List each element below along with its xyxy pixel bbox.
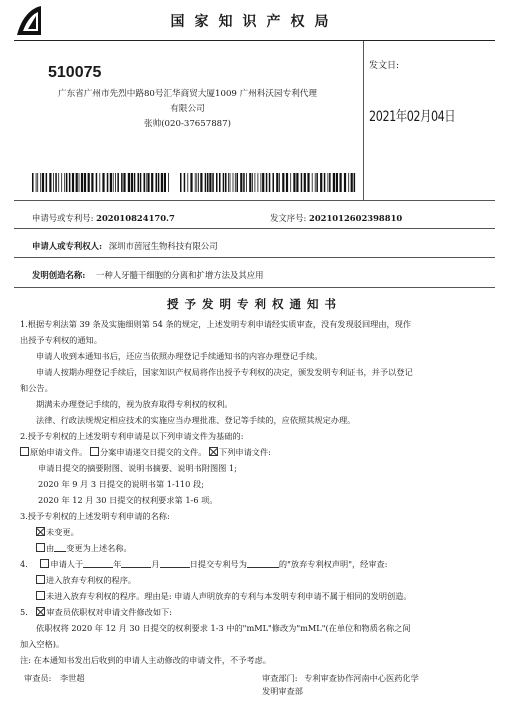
- option-name-changed-to: 变更为上述名称。: [66, 543, 132, 553]
- checkbox-divisional-docs[interactable]: [90, 447, 99, 456]
- invention-label: 发明创造名称:: [32, 270, 86, 280]
- send-date-label: 发文日:: [369, 61, 400, 71]
- section-3-option-2: [20, 540, 496, 556]
- applicant-label: 申请人或专利权人:: [32, 241, 103, 251]
- note: 注: 在本通知书发出后收到的申请人主动修改的申请文件，不予考虑。: [20, 655, 271, 665]
- address-block: [20, 87, 355, 132]
- checkbox-original-docs[interactable]: [20, 447, 29, 456]
- header-rule: [14, 40, 495, 41]
- section-5-text: 审查员依职权对申请文件修改如下:: [46, 607, 172, 617]
- invention-row: [32, 269, 264, 281]
- checkbox-waiver-not-enter[interactable]: [36, 591, 45, 600]
- examiner-block: [24, 672, 85, 685]
- doc-line-1: 申请日提交的摘要附图、说明书摘要、说明书附图图 1;: [38, 463, 237, 473]
- checkbox-waiver-enter[interactable]: [36, 575, 45, 584]
- blank-year: [83, 557, 113, 568]
- para-1b: 出授予专利权的通知。: [20, 335, 102, 345]
- department-label: 审查部门:: [262, 673, 298, 683]
- blank-month: [121, 557, 151, 568]
- examiner-label: 审查员:: [24, 673, 52, 683]
- option-waiver-enter: 进入放弃专利权的程序。: [46, 575, 137, 585]
- blank-patent-no: [247, 557, 279, 568]
- doc-line-3: 2020 年 12 月 30 日提交的权利要求第 1-6 项。: [38, 495, 218, 505]
- department-block: [262, 672, 419, 698]
- address-line3: 张帅(020-37657887): [144, 119, 231, 129]
- rule-1: [14, 200, 495, 201]
- option-name-unchanged: 未变更。: [46, 527, 79, 537]
- examiner-name: 李世超: [59, 673, 85, 683]
- office-name: 国家知识产权局: [170, 14, 339, 30]
- app-number-row: [32, 212, 175, 224]
- waiver-text-a: 申请人于: [50, 559, 84, 569]
- para-1a: 1.根据专利法第 39 条及实施细则第 54 条的规定，上述发明专利申请经实质审查，没有发现驳回理由，现作: [20, 319, 412, 329]
- para-5: 法律、行政法规规定相应技术的实施应当办理批准、登记等手续的，应依照其规定办理。: [36, 415, 356, 425]
- waiver-text-e: 的"放弃专利权声明"，经审查:: [278, 559, 388, 569]
- header-divider: [363, 41, 364, 200]
- section-2-options: [20, 444, 496, 460]
- waiver-text-c: 月: [151, 559, 160, 569]
- section-4-option-1: [20, 572, 496, 588]
- blank-old-name: [54, 541, 66, 552]
- section-4-option-2: [20, 588, 496, 604]
- serial-label: 发文序号:: [270, 213, 307, 223]
- para-2: 申请人收到本通知书后，还应当依照办理登记手续通知书的内容办理登记手续。: [36, 351, 323, 361]
- waiver-text-d: 日提交专利号为: [189, 559, 247, 569]
- barcode-right: [180, 173, 356, 192]
- rule-3: [14, 257, 495, 258]
- para-3a: 申请人按期办理登记手续后，国家知识产权局将作出授予专利权的决定，颁发发明专利证书，并予以登记: [36, 367, 413, 377]
- blank-day: [160, 557, 190, 568]
- option-waiver-not-enter: 未进入放弃专利权的程序。理由是: 申请人声明放弃的专利与本发明专利申请不属于相同的发明创造。: [46, 591, 412, 601]
- address-line1: 广东省广州市先烈中路80号汇华商贸大厦1009 广州科沃园专利代理: [58, 89, 317, 99]
- serial-number: 2021012602398810: [309, 213, 403, 223]
- waiver-text-b: 年: [113, 559, 122, 569]
- option-divisional-docs: 分案申请递交日提交的文件。: [99, 447, 207, 457]
- checkbox-examiner-amend[interactable]: [36, 607, 45, 616]
- section-5: [20, 604, 496, 620]
- app-number-label: 申请号或专利号:: [32, 213, 94, 223]
- send-date: 2021年02月04日: [369, 109, 456, 125]
- section-4-number: 4.: [20, 559, 28, 569]
- notice-body: [20, 316, 496, 668]
- postcode: 510075: [48, 64, 102, 81]
- checkbox-name-unchanged[interactable]: [36, 527, 45, 536]
- option-name-changed-from: 由: [46, 543, 55, 553]
- address-line2: 有限公司: [170, 104, 205, 114]
- amend-line-1: 依职权将 2020 年 12 月 30 日提交的权利要求 1-3 中的"mML"修改为"mML"(在单位和物质名称之间: [36, 623, 411, 633]
- applicant: 深圳市茵冠生物科技有限公司: [108, 241, 218, 251]
- section-3: 3.授予专利权的上述发明专利申请的名称:: [20, 511, 170, 521]
- doc-line-2: 2020 年 9 月 3 日提交的说明书第 1-110 段;: [38, 479, 204, 489]
- amend-line-2: 加入空格)。: [20, 639, 65, 649]
- notice-title: 授予发明专利权通知书: [167, 297, 342, 311]
- option-following-docs: 下列申请文件:: [219, 447, 271, 457]
- rule-2: [14, 228, 495, 229]
- checkbox-name-changed[interactable]: [36, 543, 45, 552]
- section-4: [20, 556, 496, 572]
- para-3b: 和公告。: [20, 383, 53, 393]
- app-number: 202010824170.7: [96, 213, 175, 223]
- section-3-option-1: [20, 524, 496, 540]
- rule-4: [14, 287, 495, 288]
- option-original-docs: 原始申请文件。: [30, 447, 88, 457]
- para-4: 期满未办理登记手续的，视为放弃取得专利权的权利。: [36, 399, 233, 409]
- department-line-1: 专利审查协作河南中心医药化学: [304, 673, 419, 683]
- checkbox-waiver[interactable]: [40, 559, 49, 568]
- section-2: 2.授予专利权的上述发明专利申请是以下列申请文件为基础的:: [20, 431, 244, 441]
- section-5-number: 5.: [20, 607, 28, 617]
- serial-row: [270, 212, 402, 224]
- checkbox-following-docs[interactable]: [209, 447, 218, 456]
- barcode-left: [32, 173, 169, 192]
- department-line-2: 发明审查部: [262, 686, 303, 696]
- invention-name: 一种人牙髓干细胞的分离和扩增方法及其应用: [96, 270, 264, 280]
- applicant-row: [32, 240, 218, 252]
